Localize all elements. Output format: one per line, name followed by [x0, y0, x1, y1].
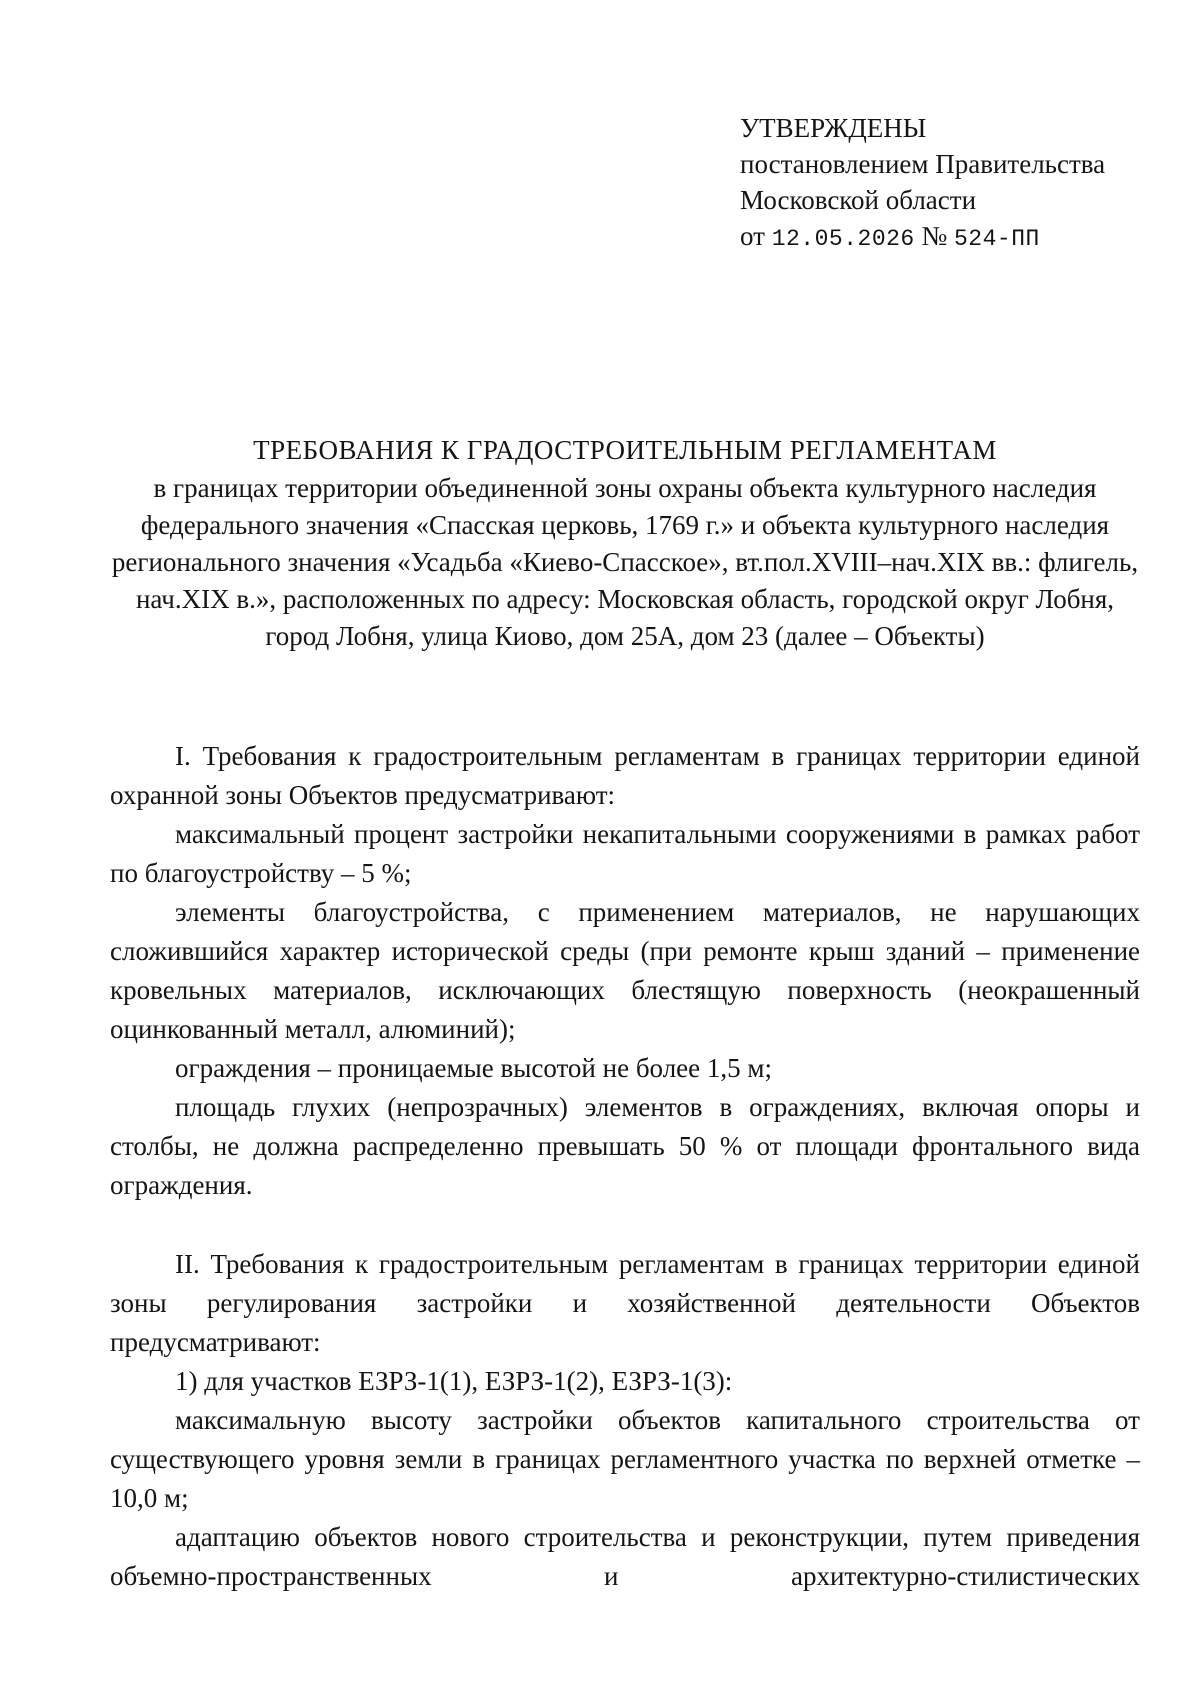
approval-title: УТВЕРЖДЕНЫ — [740, 113, 927, 143]
approval-date-prefix: от — [740, 221, 772, 251]
section-1-item-1: максимальный процент застройки некапитальными сооружениями в рамках работ по благоустройству – 5 %; — [110, 819, 1140, 888]
document-subtitle: в границах территории объединенной зоны охраны объекта культурного наследия федерального значения «Спасская церковь, 1769 г.» и объекта культурного наследия регионального значения «Усадьба «Киево-Спасское», вт.пол.XVIII–нач.XIX вв.: флигель, нач.XIX в.», расположенных по адресу: Московская область, городской округ Лобня, город Лобня, улица Киово, дом 25А, дом 23 (далее – Объекты) — [111, 473, 1139, 651]
section-2-item-1: максимальную высоту застройки объектов капитального строительства от существующего уровня земли в границах регламентного участка по верхней отметке – 10,0 м; — [110, 1405, 1140, 1513]
section-1-item-3: ограждения – проницаемые высотой не более 1,5 м; — [175, 1053, 772, 1083]
section-1-item-4: площадь глухих (непрозрачных) элементов в ограждениях, включая опоры и столбы, не должна распределенно превышать 50 % от площади фронтального вида ограждения. — [110, 1092, 1140, 1200]
approval-line-2: Московской области — [740, 185, 977, 215]
document-body — [110, 737, 1140, 1596]
approval-line-1: постановлением Правительства — [740, 149, 1106, 179]
section-2-subsection-1: 1) для участков ЕЗРЗ-1(1), ЕЗРЗ-1(2), ЕЗРЗ-1(3): — [175, 1366, 733, 1396]
approval-stamp — [740, 110, 1105, 257]
approval-number: 524-ПП — [954, 226, 1040, 252]
section-1-item-2: элементы благоустройства, с применением материалов, не нарушающих сложившийся характер исторической среды (при ремонте крыш зданий – применение кровельных материалов, исключающих блестящую поверхность (неокрашенный оцинкованный металл, алюминий); — [110, 897, 1140, 1044]
approval-number-sign: № — [914, 221, 954, 251]
section-2-item-2: адаптацию объектов нового строительства и реконструкции, путем приведения объемно-пространственных и архитектурно-стилистических — [110, 1522, 1140, 1591]
section-1-intro: I. Требования к градостроительным регламентам в границах территории единой охранной зоны Объектов предусматривают: — [110, 741, 1140, 810]
document-heading: ТРЕБОВАНИЯ К ГРАДОСТРОИТЕЛЬНЫМ РЕГЛАМЕНТАМ — [253, 435, 997, 465]
section-2-intro: II. Требования к градостроительным регламентам в границах территории единой зоны регулирования застройки и хозяйственной деятельности Объектов предусматривают: — [110, 1249, 1140, 1357]
document-title — [110, 430, 1140, 655]
approval-date: 12.05.2026 — [771, 226, 915, 252]
approval-date-line — [740, 218, 1105, 257]
